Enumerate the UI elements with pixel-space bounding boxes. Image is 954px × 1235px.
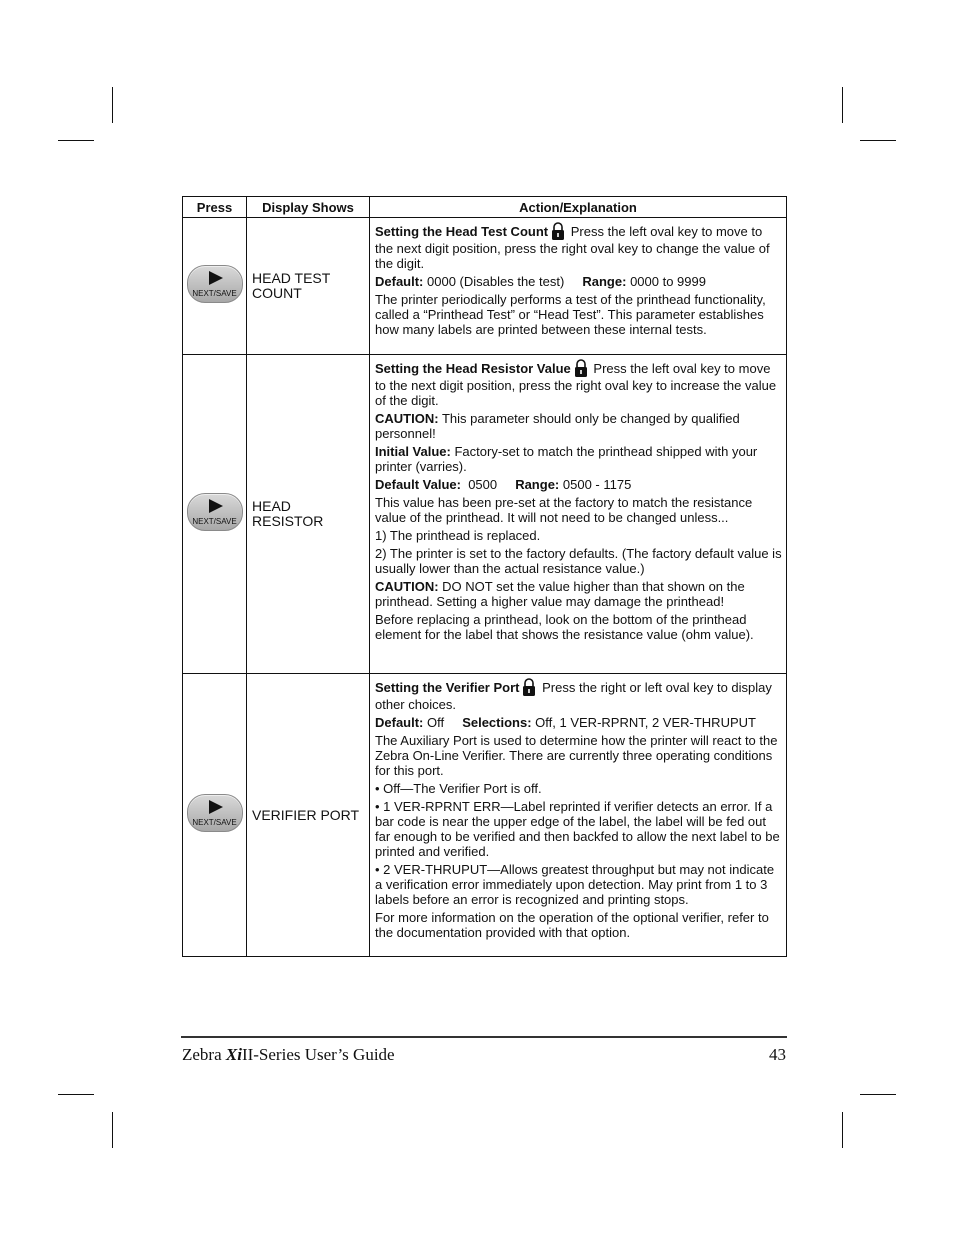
action-title: Setting the Head Test Count — [375, 224, 549, 239]
padlock-icon — [573, 358, 589, 378]
crop-mark — [58, 1094, 94, 1095]
crop-mark — [112, 87, 113, 123]
action-intro: Setting the Head Resistor Value Press the left oval key to move to the next digit position, press the right oval key to increase the value of the digit. — [375, 358, 782, 408]
next-save-key-icon — [187, 794, 243, 832]
action-body: The Auxiliary Port is used to determine how the printer will react to the Zebra On-Line Verifier. There are currently three operating conditions for this port. — [375, 733, 778, 778]
case-item: 2) The printer is set to the factory defaults. (The factory default value is usually lower than the actual resistance value.) — [375, 546, 782, 576]
bullet-item: • 2 VER-THRUPUT—Allows greatest throughput but may not indicate a verification error immediately upon detection. May print from 1 to 3 labels before an error is recognized and printing stops. — [375, 862, 775, 907]
header-press: Press — [183, 197, 247, 218]
series-xi: Xi — [225, 1045, 242, 1064]
initial-value-line: Initial Value: Factory-set to match the printhead shipped with your printer (varries). — [375, 444, 758, 474]
caution-line: CAUTION: DO NOT set the value higher than that shown on the printhead. Setting a higher value may damage the printhead! — [375, 579, 745, 609]
settings-table — [182, 196, 787, 957]
caution-line: CAUTION: This parameter should only be changed by qualified personnel! — [375, 411, 740, 441]
action-cell — [370, 218, 787, 355]
action-cell — [370, 355, 787, 674]
table-header-row — [183, 197, 787, 218]
crop-mark — [58, 140, 94, 141]
padlock-icon — [550, 221, 566, 241]
action-intro: Setting the Verifier Port Press the right or left oval key to display other choices. — [375, 677, 782, 712]
default-range-line: Default: 0000 (Disables the test) Range: 0000 to 9999 — [375, 274, 706, 289]
bullet-item: • Off—The Verifier Port is off. — [375, 781, 542, 796]
header-action-explanation: Action/Explanation — [370, 197, 787, 218]
case-item: 1) The printhead is replaced. — [375, 528, 541, 543]
crop-mark — [842, 87, 843, 123]
action-title: Setting the Head Resistor Value — [375, 361, 571, 376]
default-selections-line: Default: Off Selections: Off, 1 VER-RPRNT, 2 VER-THRUPUT — [375, 715, 756, 730]
before-replacing-text: Before replacing a printhead, look on the bottom of the printhead element for the label that shows the resistance value (ohm value). — [375, 612, 754, 642]
next-save-key-icon — [187, 265, 243, 303]
table-row — [183, 218, 787, 355]
bullet-item: • 1 VER-RPRNT ERR—Label reprinted if verifier detects an error. If a bar code is near the upper edge of the label, the label will be fed out far enough to be verified and then backfed to allow the next label to be printed and verified. — [375, 799, 780, 859]
crop-mark — [112, 1112, 113, 1148]
default-range-line: Default Value: 0500 Range: 0500 - 1175 — [375, 477, 632, 492]
action-body: The printer periodically performs a test of the printhead functionality, called a “Printhead Test” or “Head Test”. This parameter establishes how many labels are printed between these internal tests. — [375, 292, 766, 337]
play-arrow-icon — [209, 800, 223, 814]
table-row — [183, 355, 787, 674]
table-row — [183, 674, 787, 957]
crop-mark — [860, 1094, 896, 1095]
crop-mark — [842, 1112, 843, 1148]
crop-mark — [860, 140, 896, 141]
action-title: Setting the Verifier Port — [375, 680, 520, 695]
header-display-shows: Display Shows — [247, 197, 370, 218]
press-cell — [183, 674, 247, 957]
key-label: NEXT/SAVE — [192, 516, 237, 526]
page-number: 43 — [769, 1045, 786, 1064]
press-cell — [183, 218, 247, 355]
action-intro: Setting the Head Test Count Press the left oval key to move to the next digit position, press the right oval key to change the value of the digit. — [375, 221, 782, 271]
more-info-text: For more information on the operation of the optional verifier, refer to the documentation provided with that option. — [375, 910, 769, 940]
play-arrow-icon — [209, 499, 223, 513]
press-cell — [183, 355, 247, 674]
key-label: NEXT/SAVE — [192, 817, 237, 827]
display-shows-cell: HEAD RESISTOR — [247, 355, 370, 674]
key-label: NEXT/SAVE — [192, 288, 237, 298]
next-save-key-icon — [187, 493, 243, 531]
action-cell — [370, 674, 787, 957]
preset-text: This value has been pre-set at the factory to match the resistance value of the printhead. It will not need to be changed unless... — [375, 495, 753, 525]
display-shows-cell: HEAD TEST COUNT — [247, 218, 370, 355]
padlock-icon — [521, 677, 537, 697]
play-arrow-icon — [209, 271, 223, 285]
footer-guide-title: Zebra XiII-Series User’s Guide — [182, 1045, 395, 1064]
footer-rule — [181, 1036, 787, 1038]
display-shows-cell: VERIFIER PORT — [247, 674, 370, 957]
